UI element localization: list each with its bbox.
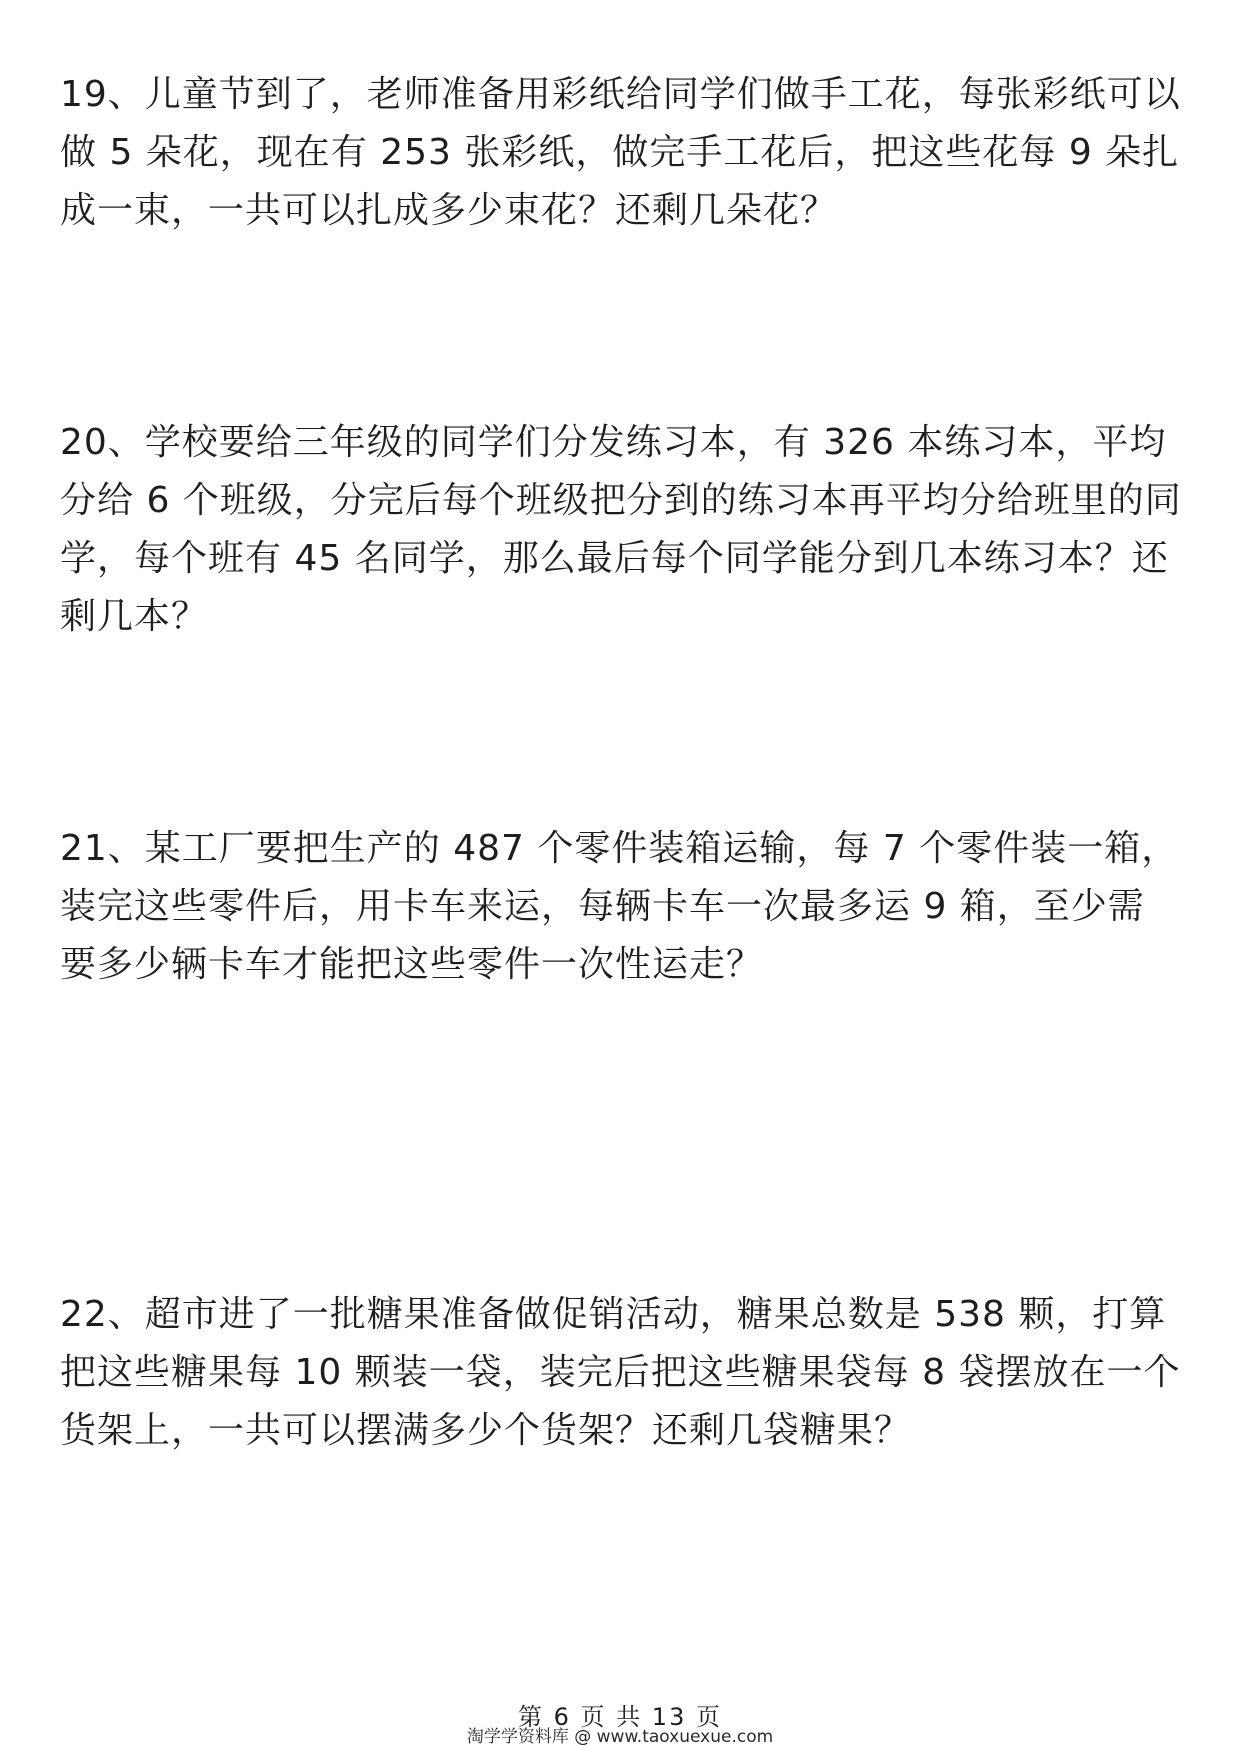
problem-19	[60, 66, 1180, 240]
problem-line: 装完这些零件后，用卡车来运，每辆卡车一次最多运 9 箱，至少需	[60, 886, 1145, 927]
problem-line: 19、儿童节到了，老师准备用彩纸给同学们做手工花，每张彩纸可以	[60, 74, 1181, 115]
problem-line: 做 5 朵花，现在有 253 张彩纸，做完手工花后，把这些花每 9 朵扎	[60, 132, 1180, 173]
problem-line: 成一束，一共可以扎成多少束花？还剩几朵花？	[60, 190, 838, 231]
watermark-text: 淘学学资料库 @ www.taoxuexue.com	[466, 1727, 774, 1747]
problem-line: 剩几本？	[60, 596, 209, 637]
problem-line: 21、某工厂要把生产的 487 个零件装箱运输，每 7 个零件装一箱，	[60, 828, 1179, 869]
problem-21	[60, 820, 1180, 994]
problem-line: 22、超市进了一批糖果准备做促销活动，糖果总数是 538 颗，打算	[60, 1294, 1167, 1335]
problem-20	[60, 414, 1180, 646]
problem-line: 把这些糖果每 10 颗装一袋，装完后把这些糖果袋每 8 袋摆放在一个	[60, 1352, 1181, 1393]
page-number: 第 6 页 共 13 页	[518, 1703, 722, 1731]
problem-22	[60, 1286, 1180, 1460]
problem-line: 货架上，一共可以摆满多少个货架？还剩几袋糖果？	[60, 1410, 912, 1451]
problem-line: 要多少辆卡车才能把这些零件一次性运走？	[60, 944, 764, 985]
problem-line: 学，每个班有 45 名同学，那么最后每个同学能分到几本练习本？还	[60, 538, 1169, 579]
problem-line: 20、学校要给三年级的同学们分发练习本，有 326 本练习本，平均	[60, 422, 1167, 463]
problem-line: 分给 6 个班级，分完后每个班级把分到的练习本再平均分给班里的同	[60, 480, 1182, 521]
